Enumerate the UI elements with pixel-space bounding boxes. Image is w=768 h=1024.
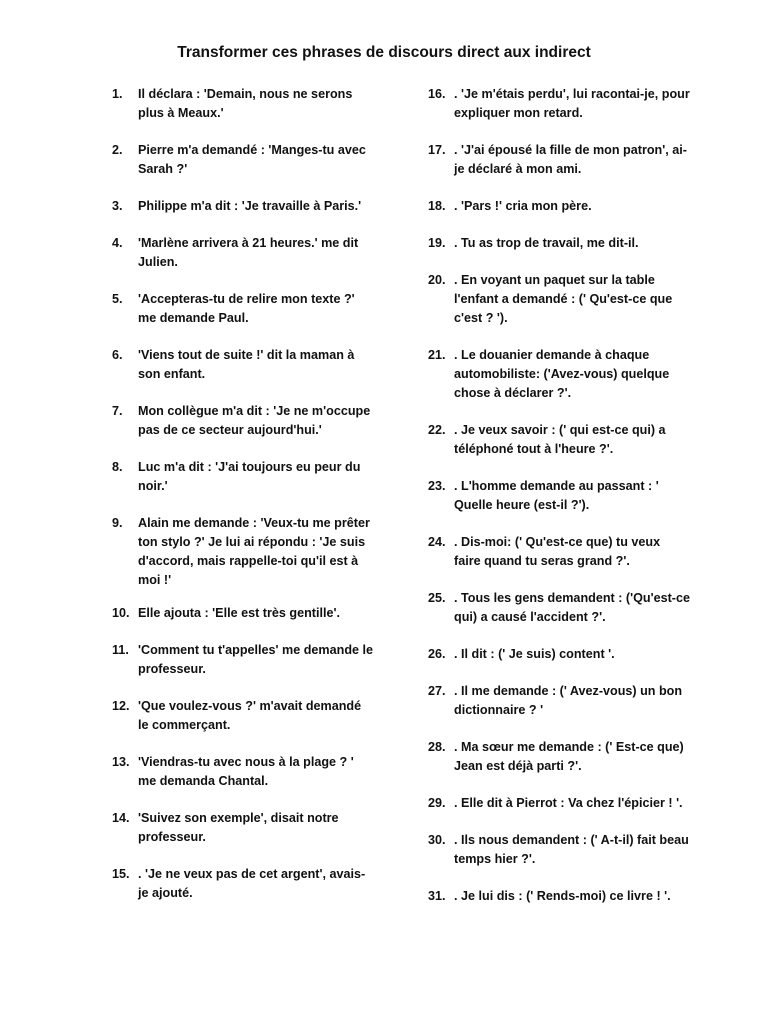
exercise-item: [428, 645, 690, 664]
item-text: 'Viendras-tu avec nous à la plage ? ' me demanda Chantal.: [138, 755, 354, 788]
item-text: Luc m'a dit : 'J'ai toujours eu peur du noir.': [138, 460, 361, 493]
item-number: 16.: [428, 87, 446, 101]
exercise-item: [428, 271, 690, 328]
item-number: 2.: [112, 143, 123, 157]
item-number: 21.: [428, 348, 446, 362]
item-text: 'Comment tu t'appelles' me demande le professeur.: [138, 643, 374, 676]
item-number: 23.: [428, 479, 446, 493]
exercise-item: [112, 234, 374, 272]
exercise-item: [112, 753, 374, 791]
exercise-item: [112, 809, 374, 847]
item-number: 31.: [428, 889, 446, 903]
item-text: Alain me demande : 'Veux-tu me prêter ton stylo ?' Je lui ai répondu : 'Je suis d'accord, mais rappelle-toi qu'il est à moi !': [138, 516, 370, 587]
item-text: . Ils nous demandent : (' A-t-il) fait beau temps hier ?'.: [454, 833, 689, 866]
item-text: 'Accepteras-tu de relire mon texte ?' me demande Paul.: [138, 292, 355, 325]
exercise-item: [112, 346, 374, 384]
exercise-item: [428, 831, 690, 869]
item-text: . Ma sœur me demande : (' Est-ce que) Jean est déjà parti ?'.: [454, 740, 684, 773]
item-number: 7.: [112, 404, 123, 418]
exercise-column-right: [428, 85, 690, 906]
exercise-item: [112, 865, 374, 903]
exercise-item: [112, 458, 374, 496]
exercise-item: [112, 290, 374, 328]
exercise-item: [112, 197, 374, 216]
item-text: 'Marlène arrivera à 21 heures.' me dit Julien.: [138, 236, 359, 269]
item-number: 20.: [428, 273, 446, 287]
item-text: . Dis-moi: (' Qu'est-ce que) tu veux faire quand tu seras grand ?'.: [454, 535, 661, 568]
exercise-item: [112, 141, 374, 179]
item-text: 'Que voulez-vous ?' m'avait demandé le commerçant.: [138, 699, 362, 732]
item-text: 'Suivez son exemple', disait notre professeur.: [138, 811, 339, 844]
item-text: . Tous les gens demandent : ('Qu'est-ce qui) a causé l'accident ?'.: [454, 591, 690, 624]
item-text: . 'Je m'étais perdu', lui racontai-je, pour expliquer mon retard.: [454, 87, 690, 120]
item-number: 28.: [428, 740, 446, 754]
item-text: . Il dit : (' Je suis) content '.: [454, 647, 615, 661]
item-number: 4.: [112, 236, 123, 250]
item-number: 11.: [112, 643, 129, 657]
exercise-item: [428, 738, 690, 776]
item-text: Elle ajouta : 'Elle est très gentille'.: [138, 606, 340, 620]
item-text: . Il me demande : (' Avez-vous) un bon dictionnaire ? ': [454, 684, 683, 717]
item-number: 17.: [428, 143, 446, 157]
exercise-item: [428, 682, 690, 720]
exercise-item: [428, 421, 690, 459]
item-text: . Je veux savoir : (' qui est-ce qui) a téléphoné tout à l'heure ?'.: [454, 423, 666, 456]
exercise-item: [428, 141, 690, 179]
item-number: 15.: [112, 867, 130, 881]
item-text: Philippe m'a dit : 'Je travaille à Paris.': [138, 199, 362, 213]
item-number: 3.: [112, 199, 123, 213]
exercise-item: [428, 234, 690, 253]
item-number: 19.: [428, 236, 446, 250]
item-text: . Le douanier demande à chaque automobiliste: ('Avez-vous) quelque chose à déclarer ?'.: [454, 348, 670, 400]
item-number: 26.: [428, 647, 446, 661]
item-number: 27.: [428, 684, 446, 698]
item-text: Il déclara : 'Demain, nous ne serons plus à Meaux.': [138, 87, 353, 120]
item-number: 12.: [112, 699, 130, 713]
item-text: . Je lui dis : (' Rends-moi) ce livre ! '.: [454, 889, 671, 903]
item-number: 8.: [112, 460, 123, 474]
exercise-item: [112, 402, 374, 440]
exercise-item: [428, 197, 690, 216]
item-number: 22.: [428, 423, 446, 437]
exercise-item: [112, 604, 374, 623]
item-text: . 'Je ne veux pas de cet argent', avais-je ajouté.: [138, 867, 366, 900]
item-text: . 'J'ai épousé la fille de mon patron', ai-je déclaré à mon ami.: [454, 143, 687, 176]
exercise-item: [428, 887, 690, 906]
item-text: Pierre m'a demandé : 'Manges-tu avec Sarah ?': [138, 143, 366, 176]
exercise-item: [112, 85, 374, 123]
exercise-item: [428, 346, 690, 403]
exercise-item: [428, 85, 690, 123]
item-text: Mon collègue m'a dit : 'Je ne m'occupe pas de ce secteur aujourd'hui.': [138, 404, 371, 437]
item-text: . L'homme demande au passant : ' Quelle heure (est-il ?').: [454, 479, 659, 512]
exercise-item: [428, 533, 690, 571]
item-number: 25.: [428, 591, 446, 605]
item-number: 13.: [112, 755, 130, 769]
exercise-item: [112, 641, 374, 679]
item-number: 29.: [428, 796, 446, 810]
item-number: 30.: [428, 833, 446, 847]
item-number: 10.: [112, 606, 130, 620]
item-number: 14.: [112, 811, 130, 825]
item-text: . En voyant un paquet sur la table l'enfant a demandé : (' Qu'est-ce que c'est ? ').: [454, 273, 673, 325]
exercise-item: [428, 589, 690, 627]
exercise-item: [112, 514, 374, 590]
exercise-item: [428, 794, 690, 813]
exercise-column-left: [112, 85, 374, 903]
item-number: 6.: [112, 348, 123, 362]
item-text: 'Viens tout de suite !' dit la maman à son enfant.: [138, 348, 355, 381]
item-text: . Tu as trop de travail, me dit-il.: [454, 236, 639, 250]
page-title: Transformer ces phrases de discours direct aux indirect: [177, 44, 591, 61]
item-number: 18.: [428, 199, 446, 213]
item-number: 1.: [112, 87, 123, 101]
item-number: 9.: [112, 516, 123, 530]
item-number: 5.: [112, 292, 123, 306]
item-text: . Elle dit à Pierrot : Va chez l'épicier ! '.: [454, 796, 683, 810]
exercise-item: [428, 477, 690, 515]
item-number: 24.: [428, 535, 446, 549]
exercise-item: [112, 697, 374, 735]
item-text: . 'Pars !' cria mon père.: [454, 199, 592, 213]
